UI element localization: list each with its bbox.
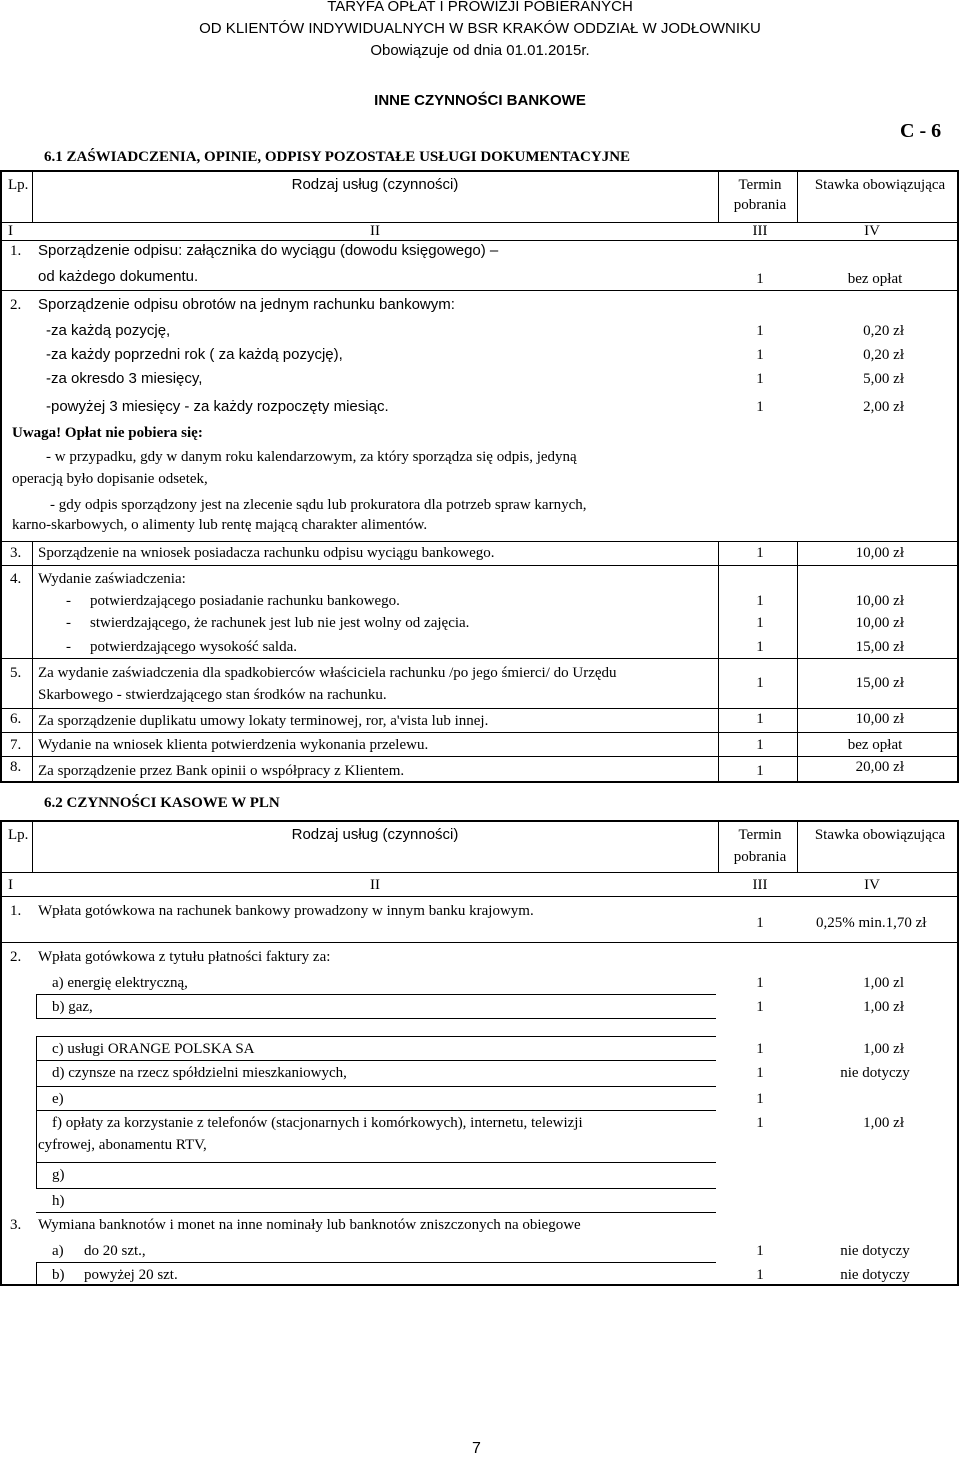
item1-text: Sporządzenie odpisu: załącznika do wyciągu (dowodu księgowego) – [38, 242, 499, 259]
item6-text: Za sporządzenie duplikatu umowy lokaty terminowej, ror, a'vista lub innej. [38, 713, 489, 729]
s2-item2-f-rate: 1,00 zł [863, 1115, 904, 1131]
item1-term: 1 [756, 271, 764, 287]
s2-item2-b: b) gaz, [52, 999, 93, 1015]
col-lp: Lp. [8, 177, 29, 193]
item2-row-3-term: 1 [756, 371, 764, 387]
item2-row-1-term: 1 [756, 323, 764, 339]
item4-row-2: stwierdzającego, że rachunek jest lub nie jest wolny od zajęcia. [90, 615, 470, 631]
s2-item2-num: 2. [10, 949, 22, 965]
item2-note-title: Uwaga! Opłat nie pobiera się: [12, 425, 203, 441]
s2-item2-b-rate: 1,00 zł [863, 999, 904, 1015]
s2-item2-f-term: 1 [756, 1115, 764, 1131]
roman-2: II [370, 223, 380, 239]
item1-num: 1. [10, 243, 22, 259]
s2-item2-d-term: 1 [756, 1065, 764, 1081]
item4-row-2-rate: 10,00 zł [855, 615, 904, 631]
item4-row-1-rate: 10,00 zł [855, 593, 904, 609]
s2-item2-b-term: 1 [756, 999, 764, 1015]
item4-row-3: potwierdzającego wysokość salda. [90, 639, 298, 655]
item3-num: 3. [10, 545, 22, 561]
item4-row-3-term: 1 [756, 639, 764, 655]
item7-term: 1 [756, 737, 764, 753]
item3-rate: 10,00 zł [855, 545, 904, 561]
s2-item2-c: c) usługi ORANGE POLSKA SA [52, 1041, 255, 1057]
s2-item2-a-rate: 1,00 zl [863, 975, 904, 991]
item2-text: Sporządzenie odpisu obrotów na jednym rachunku bankowym: [38, 296, 455, 313]
item6-num: 6. [10, 711, 22, 727]
s2-item2-c-rate: 1,00 zł [863, 1041, 904, 1057]
item5-text: Za wydanie zaświadczenia dla spadkobierców właściciela rachunku /po jego śmierci/ do Urzędu [38, 665, 617, 681]
item8-text: Za sporządzenie przez Bank opinii o współpracy z Klientem. [38, 763, 405, 779]
item8-rate: 20,00 zł [855, 759, 904, 775]
header-line-3: Obowiązuje od dnia 01.01.2015r. [370, 42, 590, 59]
s2-item1-rate: 0,25% min.1,70 zł [816, 915, 927, 931]
item3-term: 1 [756, 545, 764, 561]
item2-row-4: -powyżej 3 miesięcy - za każdy rozpoczęty miesiąc. [46, 398, 389, 415]
header-line-1: TARYFA OPŁAT I PROWIZJI POBIERANYCH [327, 0, 633, 15]
item2-row-4-term: 1 [756, 399, 764, 415]
col-term: Termin [738, 177, 782, 193]
header-line-2: OD KLIENTÓW INDYWIDUALNYCH W BSR KRAKÓW ODDZIAŁ W JODŁOWNIKU [199, 20, 761, 37]
s2-roman-4: IV [864, 877, 880, 893]
item4-row-2-dash: - [66, 615, 71, 631]
item2-row-1: -za każdą pozycję, [46, 322, 171, 339]
item2-row-2-term: 1 [756, 347, 764, 363]
item7-text: Wydanie na wniosek klienta potwierdzenia wykonania przelewu. [38, 737, 429, 753]
item4-row-1-dash: - [66, 593, 71, 609]
s2-col-service: Rodzaj usług (czynności) [291, 826, 459, 843]
s2-roman-2: II [370, 877, 380, 893]
item2-row-4-rate: 2,00 zł [863, 399, 904, 415]
s2-item3-b-term: 1 [756, 1267, 764, 1283]
item8-num: 8. [10, 759, 22, 775]
s2-item1-text: Wpłata gotówkowa na rachunek bankowy prowadzony w innym banku krajowym. [38, 903, 534, 919]
roman-4: IV [864, 223, 880, 239]
s2-item2-h: h) [52, 1193, 65, 1209]
item4-row-1: potwierdzającego posiadanie rachunku bankowego. [90, 593, 400, 609]
s2-item2-f: f) opłaty za korzystanie z telefonów (stacjonarnych i komórkowych), internetu, telewizji [52, 1115, 583, 1131]
item4-row-2-term: 1 [756, 615, 764, 631]
s2-col-rate: Stawka obowiązująca [814, 827, 946, 843]
item2-row-1-rate: 0,20 zł [863, 323, 904, 339]
item2-note-1: - w przypadku, gdy w danym roku kalendarzowym, za który sporządza się odpis, jedyną [46, 449, 577, 465]
s2-item2-g: g) [52, 1167, 65, 1183]
s2-item3-a: do 20 szt., [84, 1243, 146, 1259]
page-number: 7 [472, 1440, 481, 1457]
s2-item2-d: d) czynsze na rzecz spółdzielni mieszkaniowych, [52, 1065, 347, 1081]
s2-item2-text: Wpłata gotówkowa z tytułu płatności faktury za: [38, 949, 331, 965]
item2-row-2-rate: 0,20 zł [863, 347, 904, 363]
roman-1: I [8, 223, 13, 239]
item4-row-1-term: 1 [756, 593, 764, 609]
s2-item2-e: e) [52, 1091, 64, 1107]
col-term-2: pobrania [733, 197, 787, 213]
item2-note-2-cont: karno-skarbowych, o alimenty lub rentę mającą charakter alimentów. [12, 517, 428, 533]
s2-item2-f-cont: cyfrowej, abonamentu RTV, [38, 1137, 207, 1153]
item6-term: 1 [756, 711, 764, 727]
s2-item2-a-term: 1 [756, 975, 764, 991]
s2-item1-term: 1 [756, 915, 764, 931]
s2-item1-num: 1. [10, 903, 22, 919]
s2-col-lp: Lp. [8, 827, 29, 843]
s2-item3-b: powyżej 20 szt. [84, 1267, 178, 1283]
s2-roman-3: III [752, 877, 768, 893]
col-service: Rodzaj usług (czynności) [291, 176, 459, 193]
item2-row-3: -za okresdo 3 miesięcy, [46, 370, 203, 387]
chapter-code: C - 6 [900, 120, 942, 142]
item4-row-3-rate: 15,00 zł [855, 639, 904, 655]
item4-text: Wydanie zaświadczenia: [38, 571, 186, 587]
s2-item3-a-label: a) [52, 1243, 64, 1259]
item2-row-2: -za każdy poprzedni rok ( za każdą pozycję), [46, 346, 343, 363]
section2-title: 6.2 CZYNNOŚCI KASOWE W PLN [44, 795, 280, 811]
s2-item2-d-rate: nie dotyczy [840, 1065, 910, 1081]
item1-rate: bez opłat [847, 271, 903, 287]
section1-title: 6.1 ZAŚWIADCZENIA, OPINIE, ODPISY POZOSTAŁE USŁUGI DOKUMENTACYJNE [44, 149, 631, 165]
item3-text: Sporządzenie na wniosek posiadacza rachunku odpisu wyciągu bankowego. [38, 545, 495, 561]
s2-roman-1: I [8, 877, 13, 893]
item5-term: 1 [756, 675, 764, 691]
item2-row-3-rate: 5,00 zł [863, 371, 904, 387]
item1-text-2: od każdego dokumentu. [38, 268, 199, 285]
s2-item2-a: a) energię elektryczną, [52, 975, 188, 991]
item5-num: 5. [10, 665, 22, 681]
item7-num: 7. [10, 737, 22, 753]
s2-item3-num: 3. [10, 1217, 22, 1233]
s2-col-term: Termin [738, 827, 782, 843]
s2-item3-text: Wymiana banknotów i monet na inne nominały lub banknotów zniszczonych na obiegowe [38, 1217, 581, 1233]
s2-item2-e-term: 1 [756, 1091, 764, 1107]
s2-item3-b-label: b) [52, 1267, 65, 1283]
item4-num: 4. [10, 571, 22, 587]
item2-note-2: - gdy odpis sporządzony jest na zlecenie sądu lub prokuratora dla potrzeb spraw karnych, [50, 497, 587, 513]
item7-rate: bez opłat [847, 737, 903, 753]
item2-note-1-cont: operacją było dopisanie odsetek, [12, 471, 208, 487]
s2-item3-a-rate: nie dotyczy [840, 1243, 910, 1259]
item2-num: 2. [10, 297, 22, 313]
s2-item3-a-term: 1 [756, 1243, 764, 1259]
item8-term: 1 [756, 763, 764, 779]
s2-col-term-2: pobrania [733, 849, 787, 865]
item4-row-3-dash: - [66, 639, 71, 655]
item5-rate: 15,00 zł [855, 675, 904, 691]
item6-rate: 10,00 zł [855, 711, 904, 727]
roman-3: III [752, 223, 768, 239]
item5-text-2: Skarbowego - stwierdzającego stan środków na rachunku. [38, 687, 387, 703]
col-rate: Stawka obowiązująca [814, 177, 946, 193]
s2-item3-b-rate: nie dotyczy [840, 1267, 910, 1283]
chapter-title: INNE CZYNNOŚCI BANKOWE [374, 92, 586, 109]
s2-item2-c-term: 1 [756, 1041, 764, 1057]
